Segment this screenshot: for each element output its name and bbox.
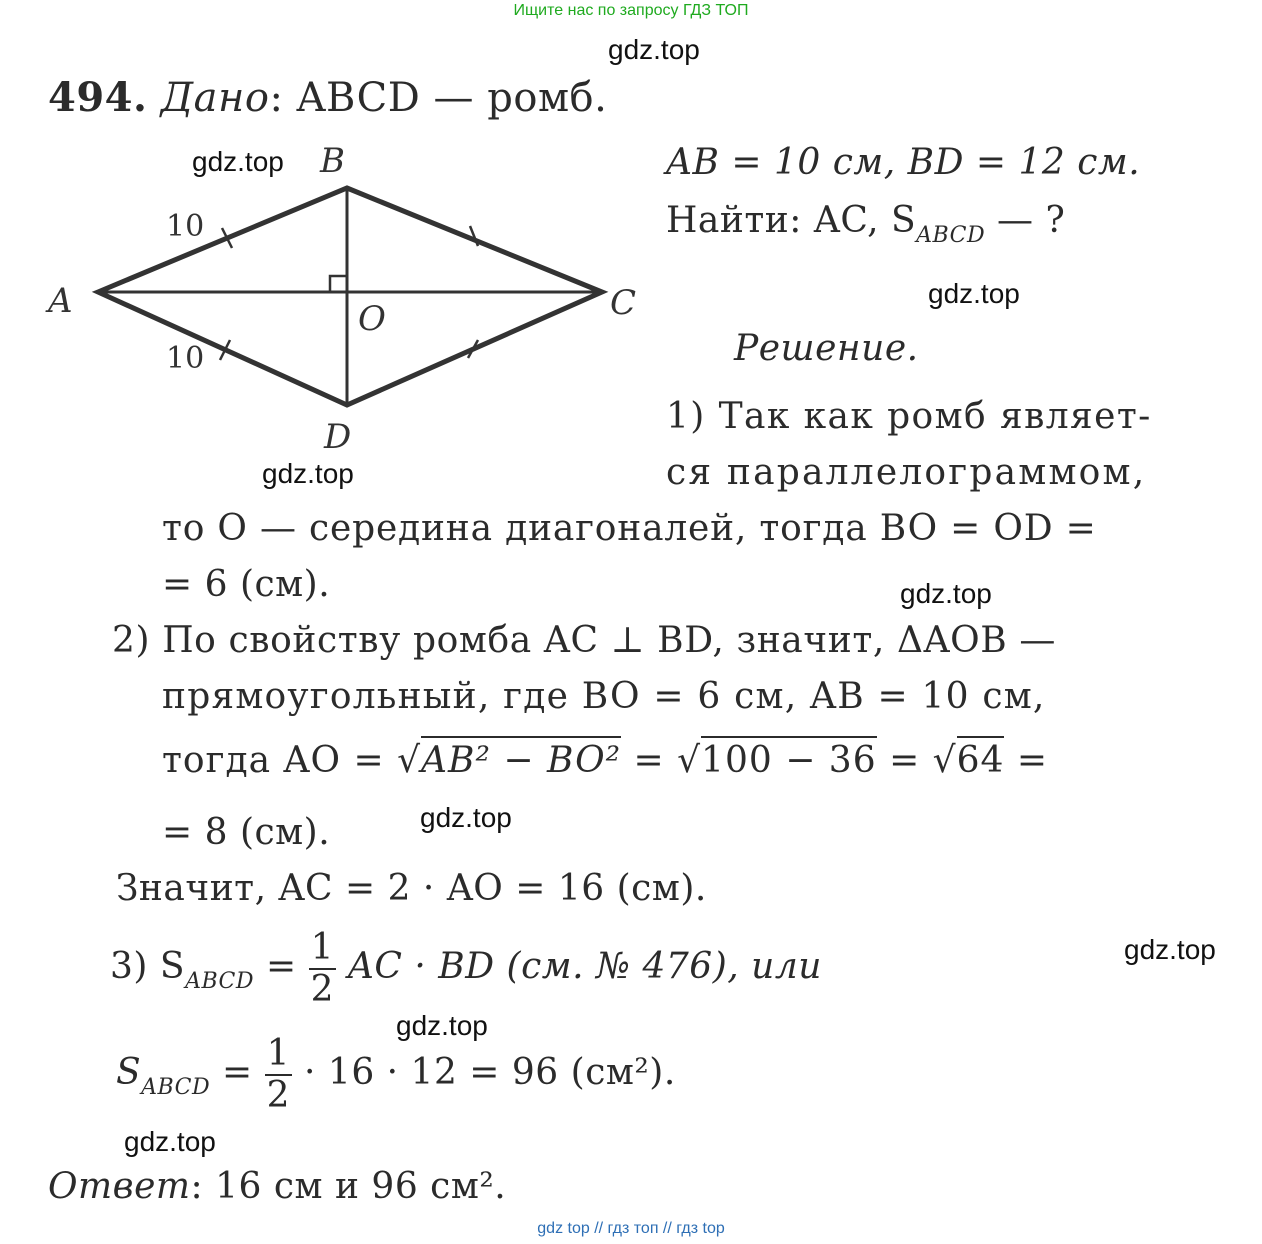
label-b: B [320,141,345,181]
watermark: gdz.top [192,146,284,177]
find-tail: — ? [985,200,1066,241]
given-values: AB = 10 см, BD = 12 см. [666,142,1141,183]
step1-line-d: = 6 (см). [162,564,331,605]
label-o: O [358,299,386,339]
step2-line-e: Значит, AC = 2 · AO = 16 (см). [116,868,707,909]
watermark: gdz.top [1124,934,1216,965]
step2-line-b: прямоугольный, где BO = 6 см, AB = 10 см, [162,676,1046,717]
fraction-denominator: 2 [310,969,334,1010]
fraction-half [265,1033,292,1116]
problem-header [48,74,607,121]
step3-prefix: 3) S [110,946,186,987]
watermark: gdz.top [900,578,992,609]
step4-line [116,1033,676,1116]
footer-links: gdz top // гдз топ // гдз top [537,1220,725,1237]
sqrt-mid: = √ [621,740,702,781]
right-angle-mark [330,276,347,292]
answer-text: : 16 см и 96 см². [190,1166,507,1207]
watermark: gdz.top [928,278,1020,309]
label-d: D [324,417,352,457]
step2-line-a: 2) По свойству ромба AC ⊥ BD, значит, ΔAOB — [112,620,1056,661]
sqrt-radicand-1: AB² − BO² [421,736,621,781]
sqrt-radicand-2: 100 − 36 [701,736,877,781]
step1-line-b: ся параллелограммом, [666,452,1147,493]
fraction-half [309,927,336,1010]
sqrt-radicand-3: 64 [957,736,1005,781]
step2-line-c [162,740,1048,781]
step2-line-d: = 8 (см). [162,812,331,853]
sqrt-mid-2: = √ [876,740,957,781]
find-label: Найти: AC, S [666,200,917,241]
solution-heading: Решение. [734,328,919,369]
sqrt-end: = [1004,740,1049,781]
label-a: A [48,281,73,321]
watermark: gdz.top [420,802,512,833]
answer-label: Ответ [48,1166,191,1207]
watermark: gdz.top [396,1010,488,1041]
rhombus-figure [40,140,660,460]
fraction-denominator: 2 [266,1075,291,1116]
watermark: gdz.top [608,34,700,65]
answer-line [48,1166,506,1207]
step4-tail: · 16 · 12 = 96 (см²). [292,1052,676,1093]
step3-tail: AC · BD (см. № 476), или [335,946,822,987]
step1-line-c: то O — середина диагоналей, тогда BO = OD = [162,508,1097,549]
step3-sub: ABCD [185,969,254,994]
side-ab-length: 10 [166,209,205,244]
top-banner: Ищите нас по запросу ГДЗ ТОП [513,2,749,19]
find-line [666,200,1065,248]
watermark: gdz.top [262,458,354,489]
side-ad-length: 10 [166,341,205,376]
watermark: gdz.top [124,1126,216,1157]
step3-line [110,927,822,1010]
given-text: : ABCD — ромб. [269,75,608,121]
step3-eq: = [254,946,309,987]
step4-eq: = [210,1052,265,1093]
sqrt-prefix: тогда AO = √ [162,740,422,781]
step4-sub: ABCD [141,1075,211,1100]
find-sub: ABCD [916,223,986,248]
step4-prefix: S [116,1052,142,1093]
label-c: C [610,283,637,323]
fraction-numerator: 1 [266,1033,291,1074]
step1-line-a: 1) Так как ромб являет- [666,396,1152,437]
given-label: Дано [160,75,270,121]
fraction-numerator: 1 [310,927,334,968]
problem-number: 494. [48,74,148,121]
